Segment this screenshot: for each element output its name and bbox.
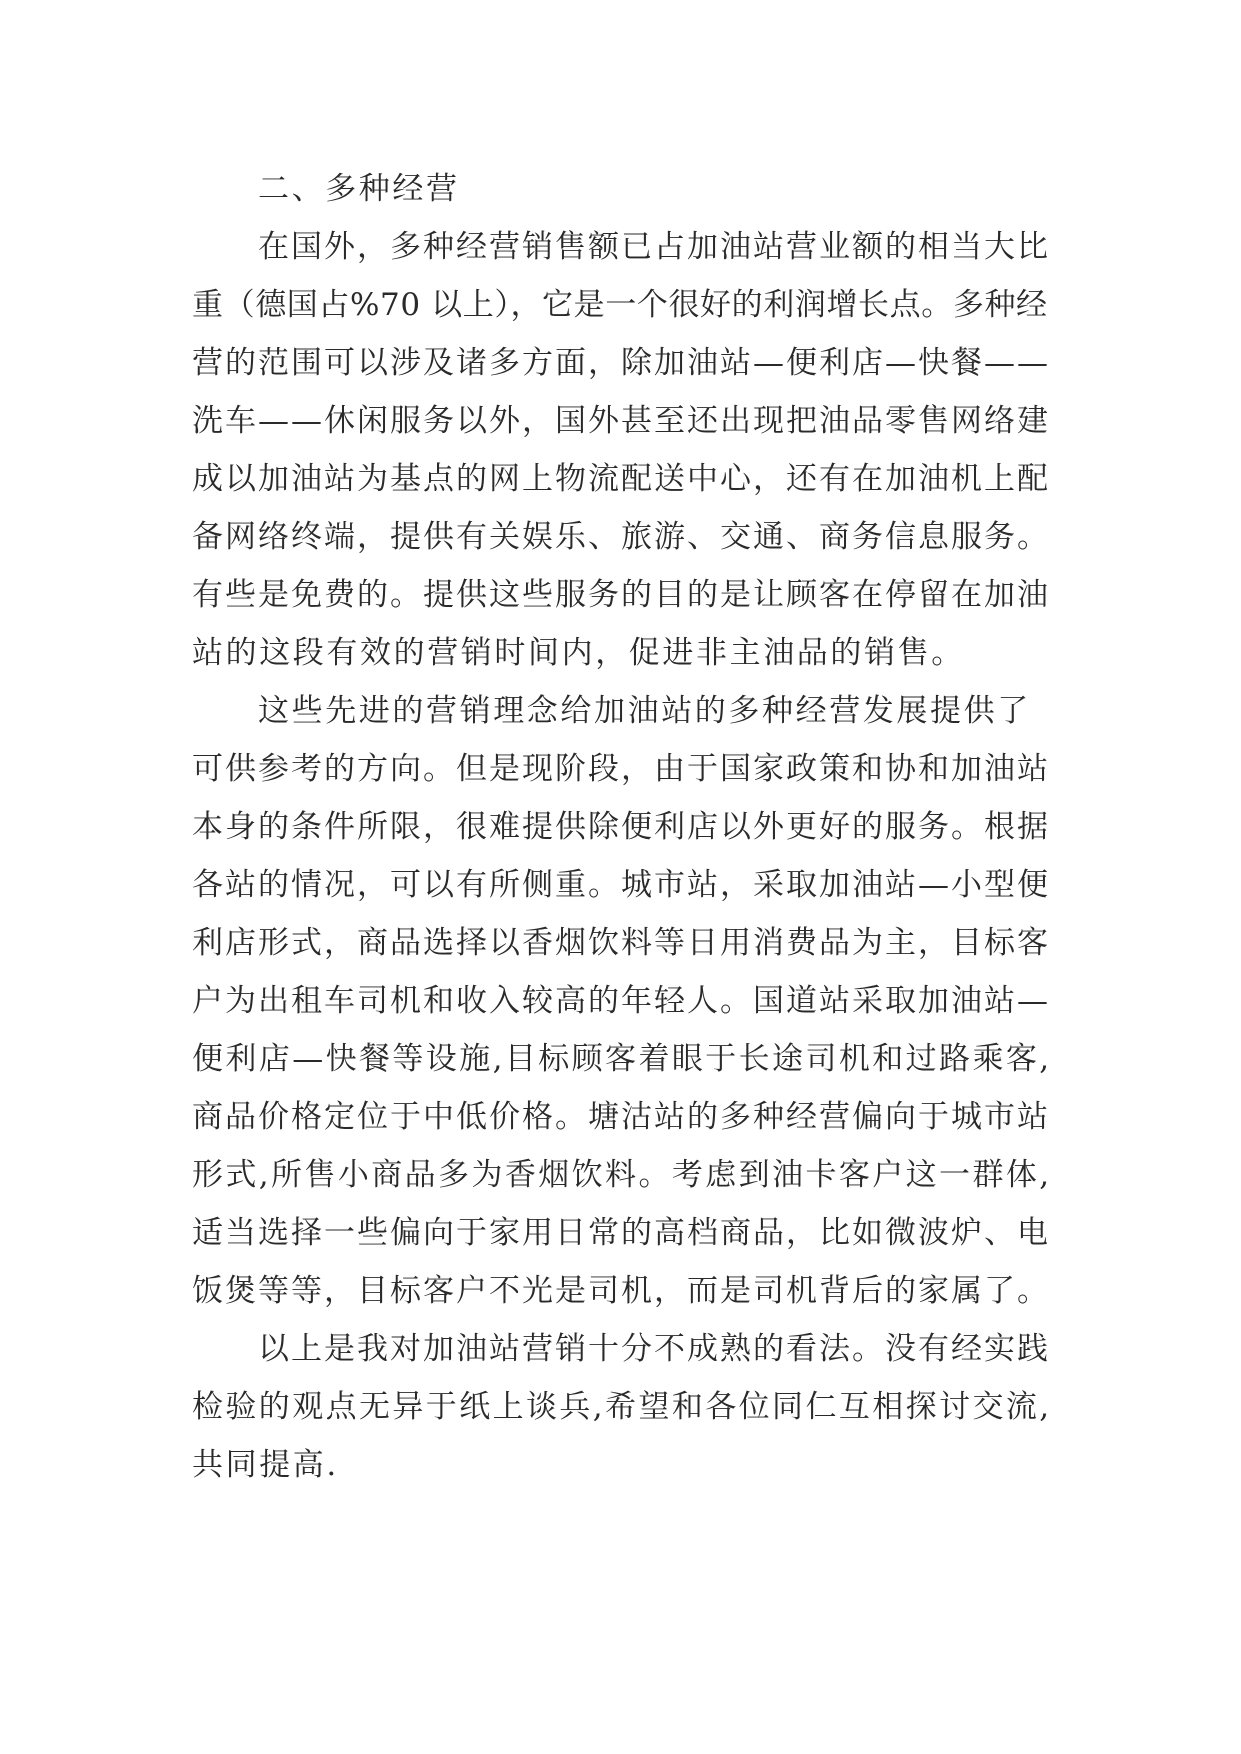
text-line: 便利店—快餐等设施,目标顾客着眼于长途司机和过路乘客,	[192, 1041, 1052, 1077]
text-line: 本身的条件所限，很难提供除便利店以外更好的服务。根据	[192, 809, 1050, 845]
text-line: 营的范围可以涉及诸多方面，除加油站—便利店—快餐——	[192, 345, 1050, 381]
text-line: 利店形式，商品选择以香烟饮料等日用消费品为主，目标客	[192, 925, 1050, 961]
text-line: 户为出租车司机和收入较高的年轻人。国道站采取加油站—	[192, 983, 1050, 1019]
text-line: 备网络终端，提供有关娱乐、旅游、交通、商务信息服务。	[192, 519, 1050, 555]
text-line: 商品价格定位于中低价格。塘沽站的多种经营偏向于城市站	[192, 1099, 1050, 1135]
text-line: 在国外，多种经营销售额已占加油站营业额的相当大比	[258, 229, 1050, 265]
text-line: 站的这段有效的营销时间内，促进非主油品的销售。	[192, 635, 965, 671]
text-line: 可供参考的方向。但是现阶段，由于国家政策和协和加油站	[192, 751, 1050, 787]
text-line: 各站的情况，可以有所侧重。城市站，采取加油站—小型便	[192, 867, 1050, 903]
text-line: 检验的观点无异于纸上谈兵,希望和各位同仁互相探讨交流,	[192, 1389, 1052, 1425]
text-line: 这些先进的营销理念给加油站的多种经营发展提供了	[258, 693, 1031, 729]
text-line: 饭煲等等，目标客户不光是司机，而是司机背后的家属了。	[192, 1273, 1050, 1309]
text-line: 洗车——休闲服务以外，国外甚至还出现把油品零售网络建	[192, 403, 1050, 439]
text-line: 重（德国占%70 以上），它是一个很好的利润增长点。多种经	[192, 287, 1048, 323]
document-body	[192, 160, 1052, 1494]
text-line: 适当选择一些偏向于家用日常的高档商品，比如微波炉、电	[192, 1215, 1050, 1251]
section-heading: 二、多种经营	[258, 171, 460, 207]
text-line: 有些是免费的。提供这些服务的目的是让顾客在停留在加油	[192, 577, 1050, 613]
text-line: 形式,所售小商品多为香烟饮料。考虑到油卡客户这一群体,	[192, 1157, 1052, 1193]
text-line: 成以加油站为基点的网上物流配送中心，还有在加油机上配	[192, 461, 1050, 497]
text-line: 以上是我对加油站营销十分不成熟的看法。没有经实践	[258, 1331, 1050, 1367]
text-line: 共同提高.	[192, 1447, 339, 1483]
